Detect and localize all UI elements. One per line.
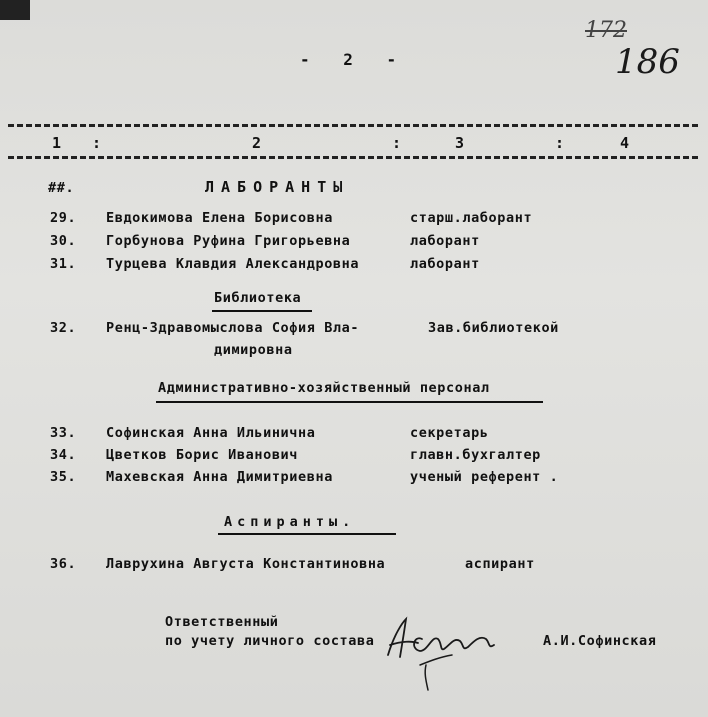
employee-name: Цветков Борис Иванович: [106, 447, 299, 463]
footer-signer-name: А.И.Софинская: [543, 633, 657, 649]
row-number: 32.: [50, 320, 77, 336]
employee-position: секретарь: [410, 425, 489, 441]
column-separator: :: [555, 134, 565, 152]
table-rule-top: [8, 124, 698, 127]
employee-name: Софинская Анна Ильинична: [106, 425, 316, 441]
scan-edge: [0, 0, 30, 20]
employee-position: главн.бухгалтер: [410, 447, 541, 463]
employee-name: Ренц-Здравомыслова София Вла-: [106, 320, 360, 336]
table-rule-bottom: [8, 156, 698, 159]
section-underline: [212, 310, 312, 312]
row-number: 31.: [50, 256, 77, 272]
row-number: 35.: [50, 469, 77, 485]
employee-name: Турцева Клавдия Александровна: [106, 256, 360, 272]
employee-name: Махевская Анна Димитриевна: [106, 469, 333, 485]
column-number-4: 4: [620, 134, 630, 152]
section-title-laborants: ЛАБОРАНТЫ: [205, 178, 350, 196]
section-underline: [156, 401, 543, 403]
row-number: 30.: [50, 233, 77, 249]
column-number-2: 2: [252, 134, 262, 152]
column-separator: :: [92, 134, 102, 152]
employee-name: Горбунова Руфина Григорьевна: [106, 233, 351, 249]
column-separator: :: [392, 134, 402, 152]
section-underline: [218, 533, 396, 535]
employee-position: Зав.библиотекой: [428, 320, 559, 336]
employee-position: аспирант: [465, 556, 535, 572]
row-number: 33.: [50, 425, 77, 441]
row-number: 29.: [50, 210, 77, 226]
employee-position: лаборант: [410, 233, 480, 249]
section-title-library: Библиотека: [214, 290, 302, 306]
employee-name: Евдокимова Елена Борисовна: [106, 210, 333, 226]
row-number: 34.: [50, 447, 77, 463]
folio-old: 172: [585, 18, 627, 43]
employee-name-continued: димировна: [214, 342, 293, 358]
employee-name: Лаврухина Августа Константиновна: [106, 556, 386, 572]
row-number: 36.: [50, 556, 77, 572]
section-title-admin: Административно-хозяйственный персонал: [158, 380, 490, 396]
column-number-3: 3: [455, 134, 465, 152]
column-number-1: 1: [52, 134, 62, 152]
page-number: - 2 -: [300, 50, 409, 69]
employee-position: ученый референт .: [410, 469, 559, 485]
footer-responsible-line2: по учету личного состава: [165, 633, 375, 649]
footer-responsible: Ответственный: [165, 614, 279, 630]
handwritten-signature: [380, 605, 510, 695]
employee-position: лаборант: [410, 256, 480, 272]
section-prefix: ##.: [48, 180, 75, 196]
employee-position: старш.лаборант: [410, 210, 533, 226]
section-title-postgraduates: Аспиранты.: [224, 514, 356, 530]
folio-new: 186: [615, 42, 680, 82]
